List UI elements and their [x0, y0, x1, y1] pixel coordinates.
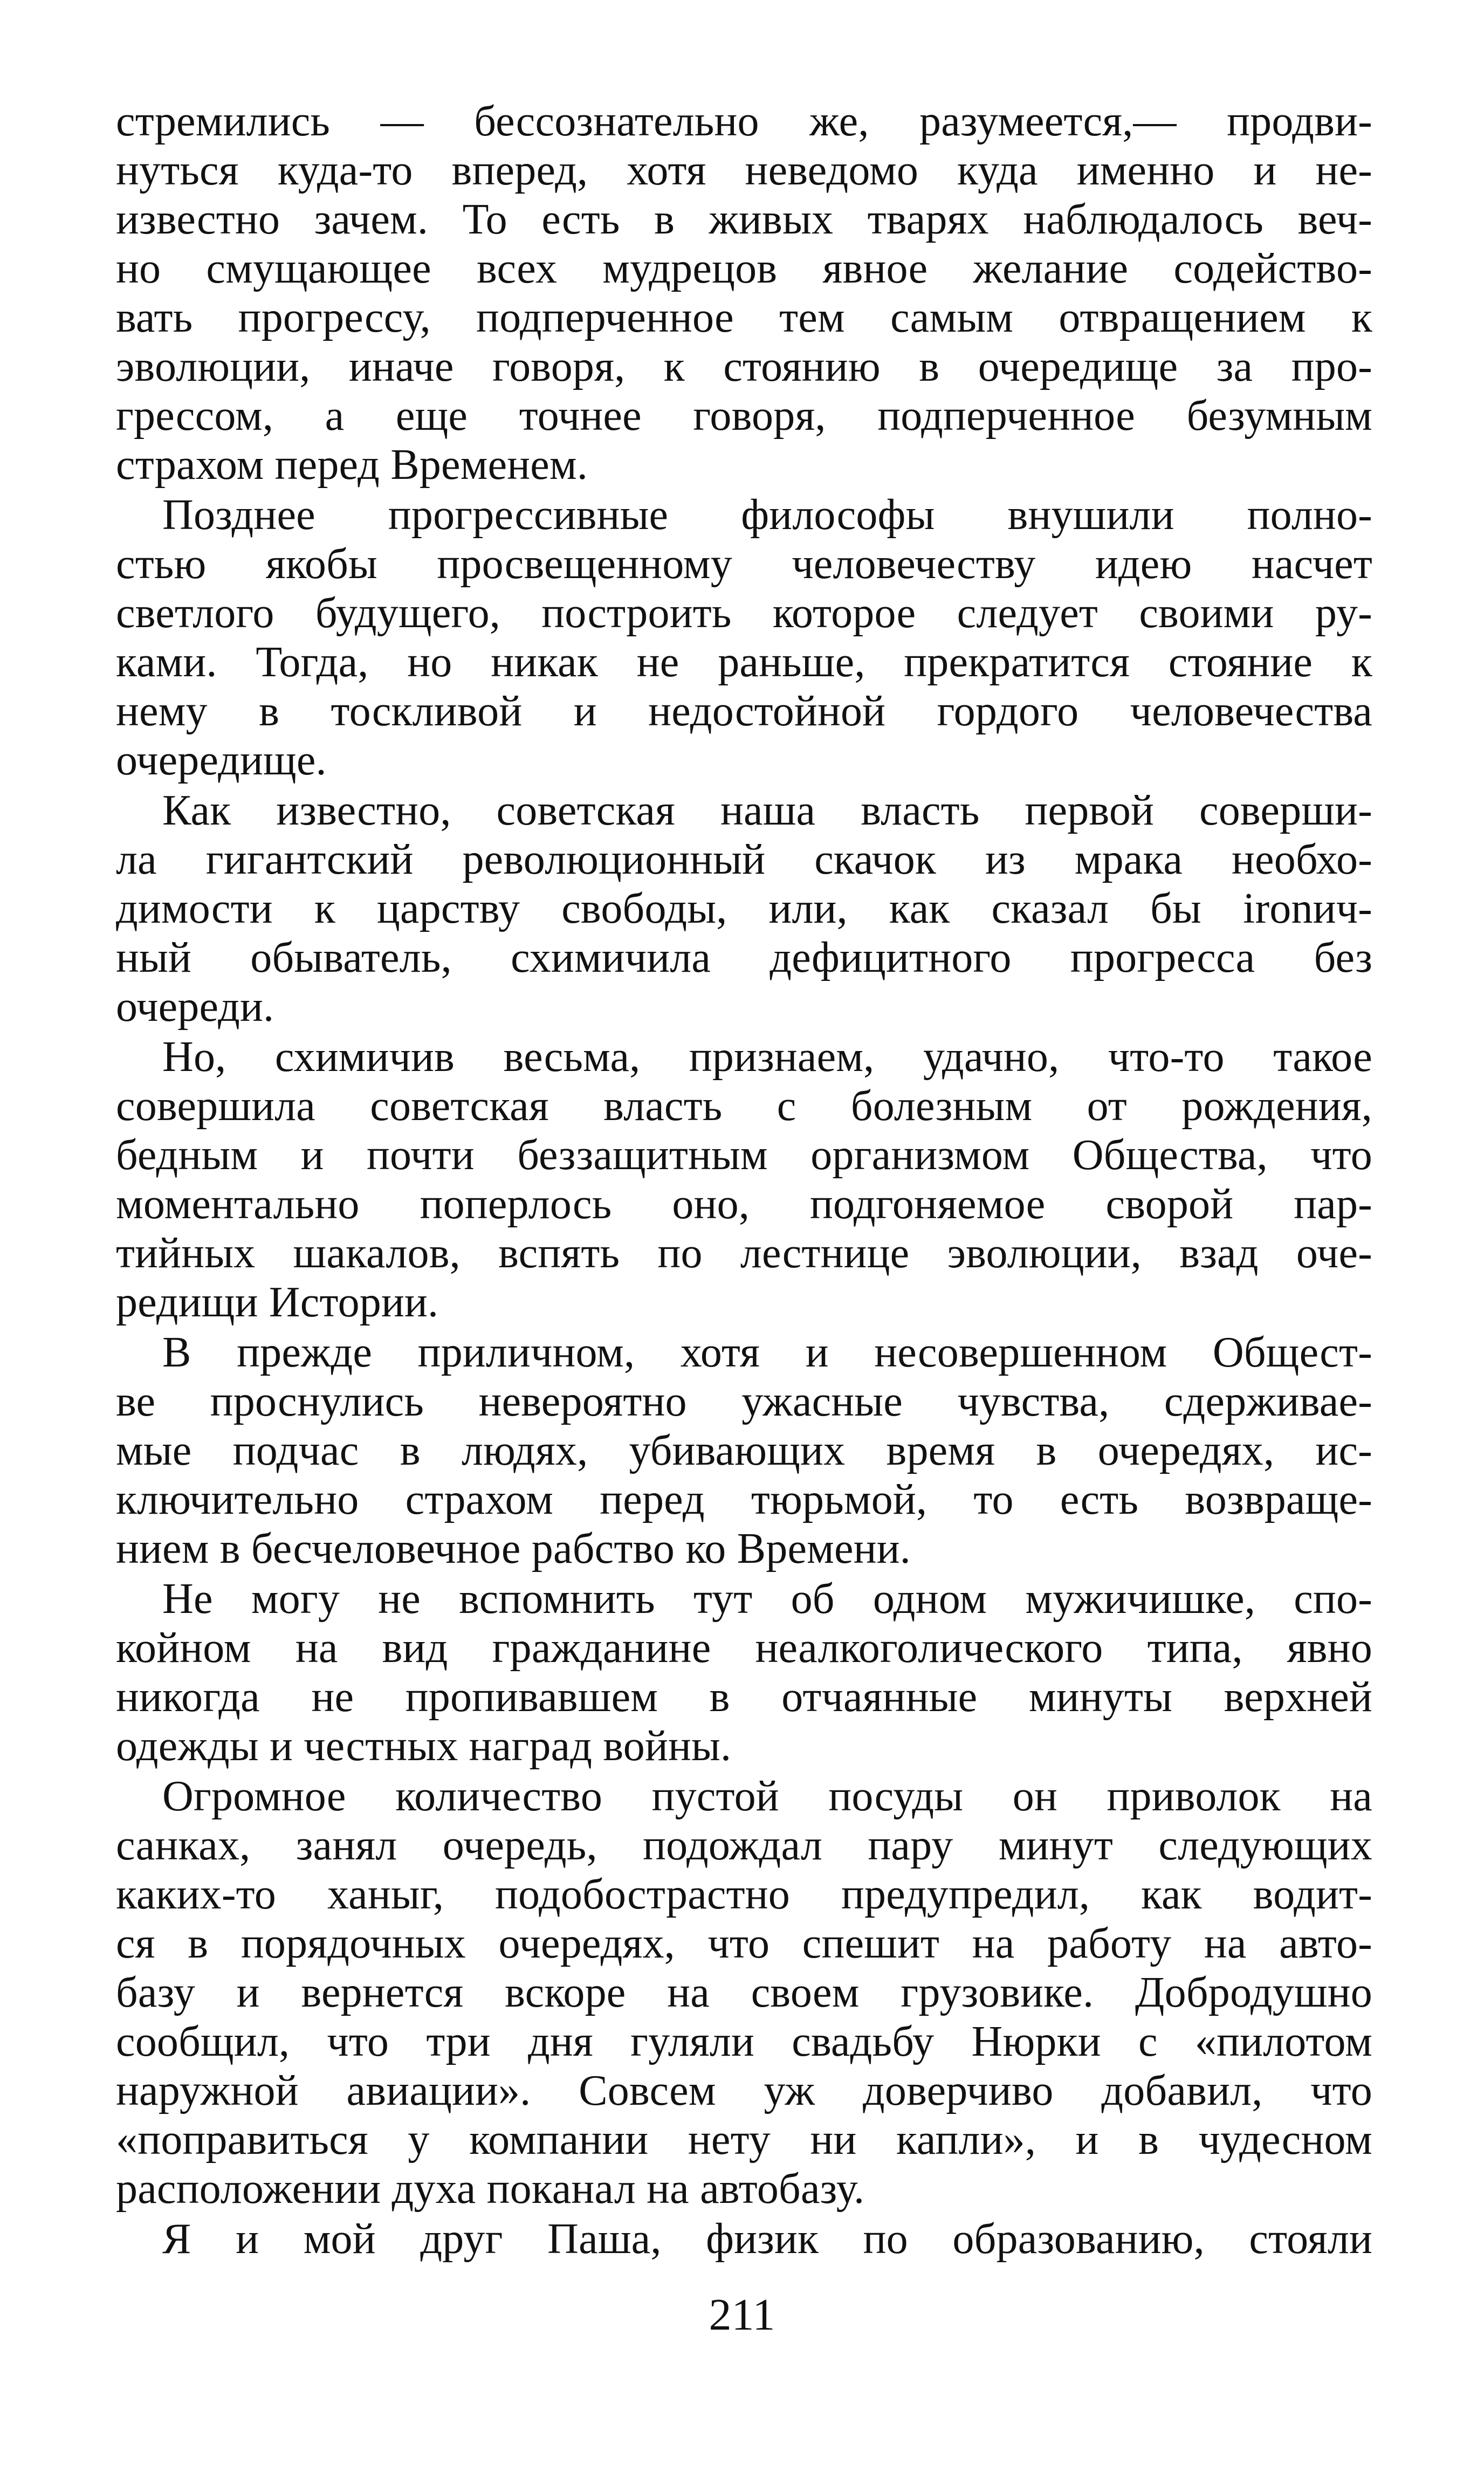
text-line: Огромное количество пустой посуды он приволок на: [162, 1773, 1372, 1820]
text-line: очередище.: [116, 737, 327, 784]
paragraph: [116, 1328, 1372, 1574]
text-line: вать прогрессу, подперченное тем самым отвращением к: [116, 294, 1372, 341]
text-line: но смущающее всех мудрецов явное желание содейство-: [116, 245, 1372, 292]
paragraph: [116, 786, 1372, 1032]
text-line: «поправиться у компании нету ни капли», и в чудесном: [116, 2116, 1372, 2164]
text-line: нием в бесчеловечное рабство ко Времени.: [116, 1525, 911, 1572]
text-line: совершила советская власть с болезным от рождения,: [116, 1082, 1372, 1130]
text-line: каких-то ханыг, подобострастно предупредил, как водит-: [116, 1871, 1372, 1918]
text-line: страхом перед Временем.: [116, 441, 588, 489]
page-body: [116, 97, 1372, 2265]
page-number: 211: [709, 2290, 775, 2340]
text-line: моментально поперлось оно, подгоняемое сворой пар-: [116, 1180, 1372, 1228]
text-line: ками. Тогда, но никак не раньше, прекратится стояние к: [116, 638, 1372, 686]
text-line: известно зачем. То есть в живых тварях наблюдалось веч-: [116, 196, 1372, 243]
text-line: нему в тоскливой и недостойной гордого человечества: [116, 688, 1372, 735]
text-line: стремились — бессознательно же, разумеется,— продви-: [116, 98, 1372, 145]
text-line: санках, занял очередь, подождал пару минут следующих: [116, 1822, 1372, 1869]
text-line: Как известно, советская наша власть первой соверши-: [162, 787, 1372, 834]
text-line: Позднее прогрессивные философы внушили полно-: [162, 491, 1372, 539]
text-line: нуться куда-то вперед, хотя неведомо куда именно и не-: [116, 147, 1372, 194]
text-line: расположении духа поканал на автобазу.: [116, 2165, 865, 2213]
text-line: койном на вид гражданине неалкоголического типа, явно: [116, 1624, 1372, 1672]
text-line: редищи Истории.: [116, 1279, 439, 1326]
paragraph: [116, 2215, 1372, 2264]
text-line: бедным и почти беззащитным организмом Общества, что: [116, 1131, 1372, 1179]
text-line: сообщил, что три дня гуляли свадьбу Нюрки с «пилотом: [116, 2018, 1372, 2065]
text-line: ключительно страхом перед тюрьмой, то есть возвраще-: [116, 1476, 1372, 1523]
paragraph: [116, 1772, 1372, 2214]
text-line: В прежде приличном, хотя и несовершенном Общест-: [162, 1329, 1372, 1376]
text-line: светлого будущего, построить которое следует своими ру-: [116, 589, 1372, 637]
text-line: Я и мой друг Паша, физик по образованию, стояли: [162, 2215, 1372, 2263]
paragraph: [116, 491, 1372, 785]
paragraph: [116, 1575, 1372, 1771]
text-line: базу и вернется вскоре на своем грузовике. Добродушно: [116, 1969, 1372, 2016]
text-line: Но, схимичив весьма, признаем, удачно, что-то такое: [162, 1033, 1372, 1081]
text-line: ла гигантский революционный скачок из мрака необхо-: [116, 836, 1372, 883]
paragraph: [116, 1033, 1372, 1327]
text-line: грессом, а еще точнее говоря, подперченное безумным: [116, 392, 1372, 440]
text-line: мые подчас в людях, убивающих время в очередях, ис-: [116, 1427, 1372, 1474]
paragraph: [116, 97, 1372, 490]
text-line: никогда не пропивавшем в отчаянные минуты верхней: [116, 1673, 1372, 1721]
text-line: ся в порядочных очередях, что спешит на работу на авто-: [116, 1920, 1372, 1967]
text-line: димости к царству свободы, или, как сказал бы ironич-: [116, 885, 1372, 932]
text-line: одежды и честных наград войны.: [116, 1722, 732, 1770]
text-line: очереди.: [116, 983, 274, 1031]
text-line: ве проснулись невероятно ужасные чувства, сдерживае-: [116, 1378, 1372, 1425]
text-line: наружной авиации». Совсем уж доверчиво добавил, что: [116, 2067, 1372, 2114]
text-line: стью якобы просвещенному человечеству идею насчет: [116, 540, 1372, 588]
text-line: тийных шакалов, вспять по лестнице эволюции, взад оче-: [116, 1230, 1372, 1277]
text-line: Не могу не вспомнить тут об одном мужичишке, спо-: [162, 1575, 1372, 1623]
text-line: эволюции, иначе говоря, к стоянию в очередище за про-: [116, 343, 1372, 390]
text-line: ный обыватель, схимичила дефицитного прогресса без: [116, 934, 1372, 981]
